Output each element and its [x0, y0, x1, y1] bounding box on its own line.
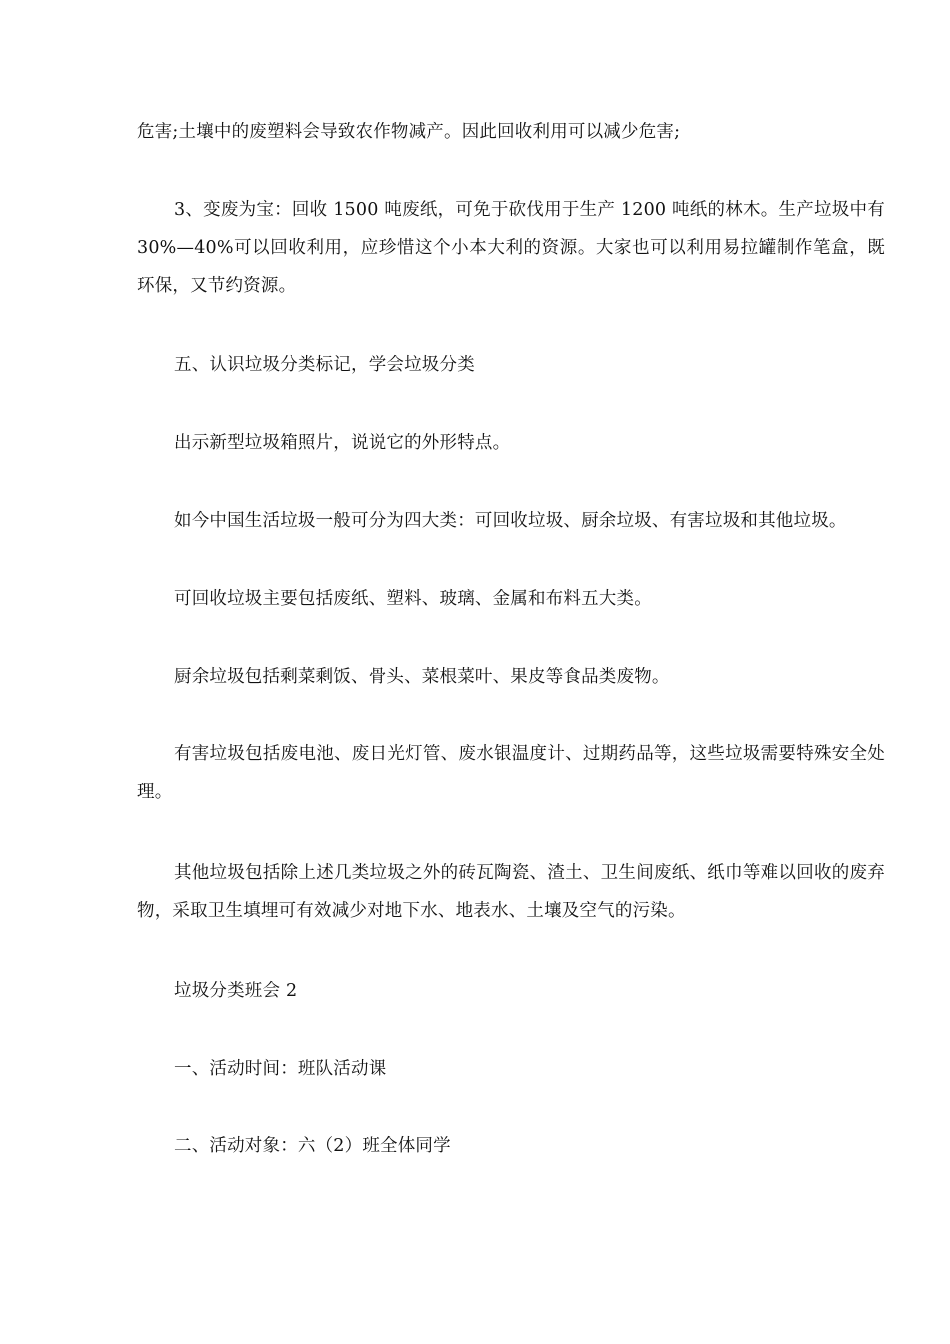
paragraph-continuation: 危害;土壤中的废塑料会导致农作物减产。因此回收利用可以减少危害; [137, 122, 681, 142]
paragraph-other-waste: 其他垃圾包括除上述几类垃圾之外的砖瓦陶瓷、渣土、卫生间废纸、纸巾等难以回收的废弃物，采取卫生填埋可有效减少对地下水、地表水、土壤及空气的污染。 [137, 863, 885, 921]
paragraph-hazardous: 有害垃圾包括废电池、废日光灯管、废水银温度计、过期药品等，这些垃圾需要特殊安全处理。 [137, 744, 885, 802]
section-title-class-meeting-2: 垃圾分类班会 2 [174, 981, 298, 1001]
paragraph-kitchen-waste: 厨余垃圾包括剩菜剩饭、骨头、菜根菜叶、果皮等食品类废物。 [174, 667, 670, 687]
paragraph-point-3: 3、变废为宝：回收 1500 吨废纸，可免于砍伐用于生产 1200 吨纸的林木。生产垃圾中有 30%—40%可以回收利用，应珍惜这个小本大利的资源。大家也可以利用易拉罐制作笔盒，既环保，又节约资源。 [137, 200, 885, 296]
section-heading-activity-target: 二、活动对象：六（2）班全体同学 [174, 1136, 451, 1156]
section-heading-activity-time: 一、活动时间：班队活动课 [174, 1059, 387, 1079]
section-heading-5: 五、认识垃圾分类标记，学会垃圾分类 [174, 355, 475, 375]
paragraph-recyclable: 可回收垃圾主要包括废纸、塑料、玻璃、金属和布料五大类。 [174, 589, 652, 609]
paragraph-four-categories: 如今中国生活垃圾一般可分为四大类：可回收垃圾、厨余垃圾、有害垃圾和其他垃圾。 [174, 511, 847, 531]
paragraph-show-photo: 出示新型垃圾箱照片，说说它的外形特点。 [174, 433, 511, 453]
